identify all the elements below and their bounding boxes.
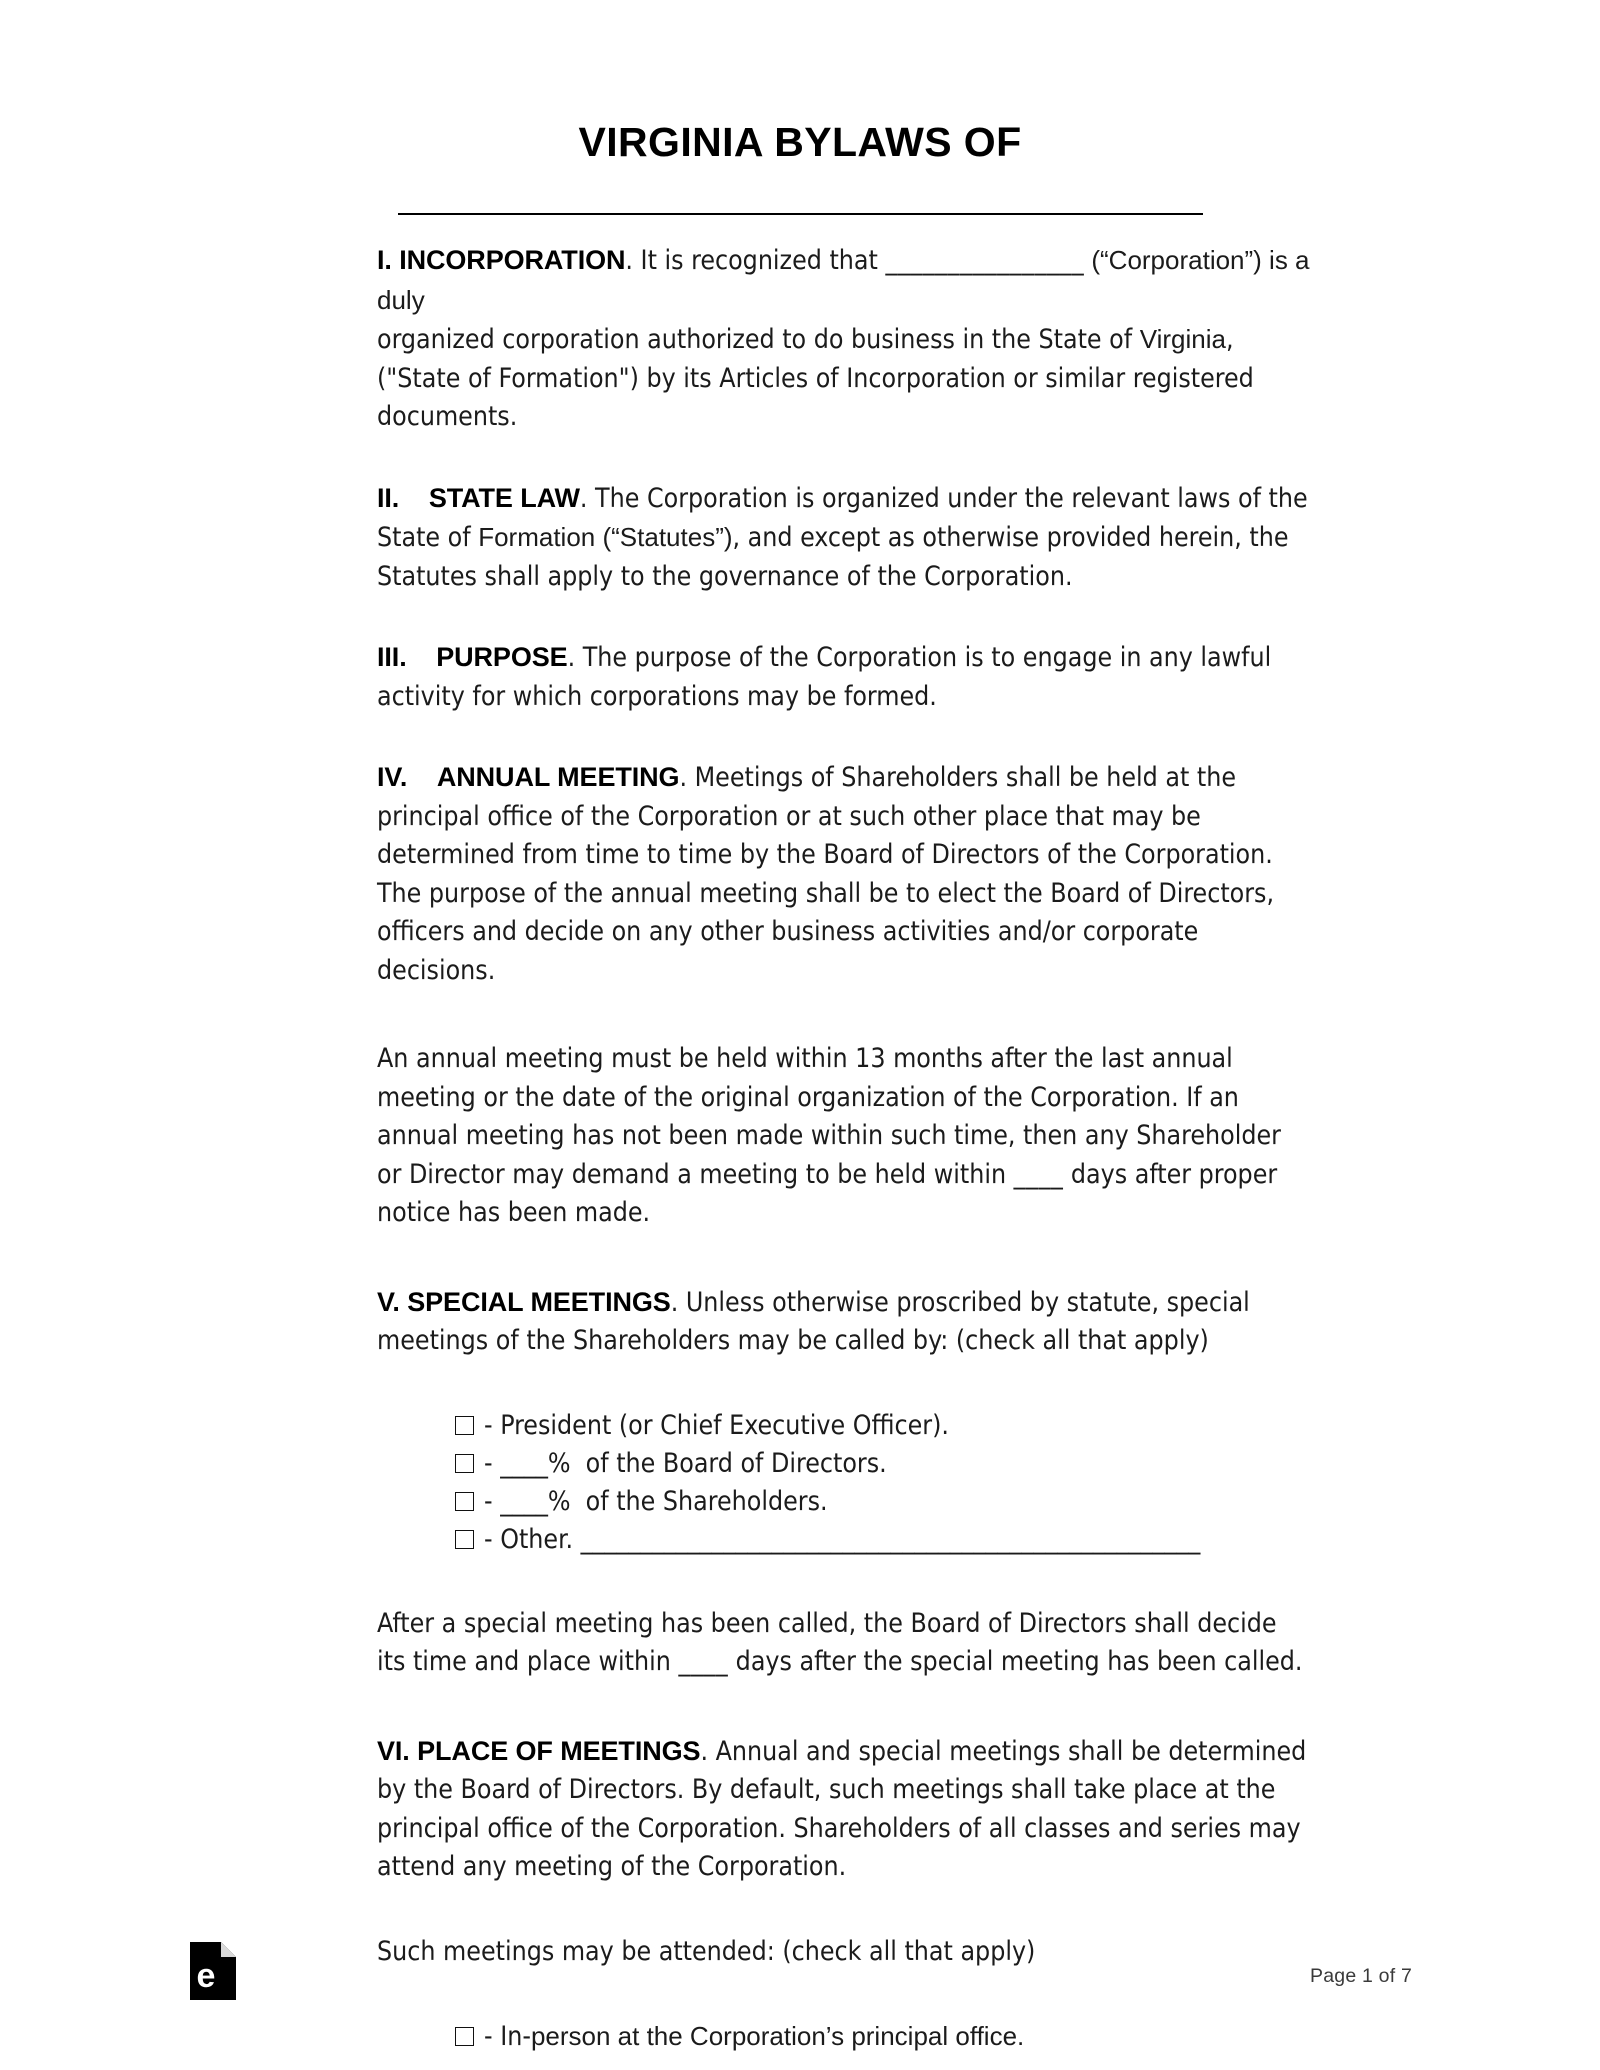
section-special-meetings-text: . Unless otherwise proscribed by statute, special meetings of the Shareholders may be called by: (check all that apply)	[377, 1286, 1250, 1357]
list-item[interactable]	[455, 1521, 1310, 1559]
option-prefix: -	[484, 1409, 501, 1441]
section-state-law-number: II.	[377, 482, 400, 513]
section-purpose-heading: PURPOSE	[436, 642, 568, 673]
option-prefix: -	[484, 1485, 501, 1517]
list-item[interactable]	[455, 1445, 1310, 1483]
option-prefix: -	[484, 2021, 501, 2053]
section-annual-meeting-heading: ANNUAL MEETING	[436, 762, 680, 793]
section-incorporation-state: Virginia	[1139, 324, 1226, 355]
list-item[interactable]	[455, 1483, 1310, 1521]
section-state-law-emphasis: Formation (“Statutes”)	[478, 522, 733, 553]
section-purpose-text: . The purpose of the Corporation is to engage in any lawful activity for which corporations may be formed.	[377, 642, 1272, 712]
section-annual-meeting-text: . Meetings of Shareholders shall be held at the principal office of the Corporation or at such other place that may be determined from time to time by the Board of Directors of the Corporation. The purpose of the annual meeting shall be to elect the Board of Directors, officers and decide on any other business activities and/or corporate decisions.	[377, 762, 1275, 986]
section-special-meetings	[377, 1283, 1310, 1361]
option-prefix: -	[484, 1523, 501, 1555]
incorporation-name-blank: ________________	[885, 245, 1085, 277]
title-block	[0, 0, 1600, 215]
option-label: President (or Chief Executive Officer).	[500, 1409, 949, 1441]
section-purpose-number: III.	[377, 642, 407, 673]
option-label-alt: person at the Corporation’s principal office.	[530, 2021, 1025, 2052]
section-incorporation-text-2: (“Corporation”) is a duly	[377, 245, 1310, 315]
section-incorporation-line-2: organized corporation authorized to do business in the State of	[377, 324, 1140, 356]
section-incorporation	[377, 241, 1310, 437]
option-label: Other. ____________________________________________________	[500, 1523, 1201, 1555]
annual-meeting-days-blank: ____	[1013, 1158, 1064, 1190]
annual-meeting-paragraph-2-b: days after proper notice has been made.	[377, 1158, 1278, 1229]
page-title: VIRGINIA BYLAWS OF	[578, 119, 1022, 165]
checkbox-icon[interactable]	[455, 1492, 474, 1511]
special-meetings-after-b: days after the special meeting has been called.	[728, 1646, 1303, 1678]
option-label-plain: In-	[500, 2021, 531, 2053]
section-annual-meeting	[377, 758, 1310, 990]
annual-meeting-paragraph-2-a: An annual meeting must be held within 13 months after the last annual meeting or the date of the original organization of the Corporation. If an annual meeting has not been made within such time, then any Shareholder or Director may demand a meeting to be held within	[377, 1043, 1281, 1190]
section-incorporation-line-3: ("State of Formation") by its Articles of Incorporation or similar registered documents.	[377, 362, 1254, 433]
option-prefix: -	[484, 1447, 501, 1479]
special-meetings-after-a: After a special meeting has been called, the Board of Directors shall decide its time and place within	[377, 1607, 1277, 1678]
special-meetings-option-list	[377, 1407, 1310, 1559]
section-state-law-heading: STATE LAW	[428, 482, 580, 513]
place-of-meetings-attend-intro: Such meetings may be attended: (check all that apply)	[377, 1935, 1036, 1967]
list-item[interactable]	[455, 1407, 1310, 1445]
document-body	[190, 241, 1410, 2056]
checkbox-icon[interactable]	[455, 1530, 474, 1549]
option-label: ____% of the Shareholders.	[500, 1485, 828, 1517]
page-footer	[0, 1900, 1600, 2070]
section-state-law-text-1: . The Corporation is organized under the relevant laws of the State of	[377, 482, 1308, 554]
section-purpose	[377, 638, 1310, 716]
section-incorporation-heading: I. INCORPORATION	[377, 245, 626, 276]
section-incorporation-line-2-end: ,	[1225, 324, 1234, 356]
special-meetings-days-blank: ____	[678, 1646, 729, 1678]
checkbox-icon[interactable]	[455, 1454, 474, 1473]
section-incorporation-text-1: . It is recognized that	[625, 245, 886, 277]
section-place-of-meetings	[377, 1732, 1310, 1887]
section-place-of-meetings-text: . Annual and special meetings shall be determined by the Board of Directors. By default, such meetings shall take place at the principal office of the Corporation. Shareholders of all classes and series may attend any meeting of the Corporation.	[377, 1735, 1307, 1883]
eforms-logo-icon	[190, 1942, 236, 2000]
page-number: Page 1 of 7	[1310, 1965, 1412, 1987]
section-state-law	[377, 479, 1310, 597]
annual-meeting-paragraph-2	[377, 1040, 1310, 1233]
section-place-of-meetings-heading: VI. PLACE OF MEETINGS	[377, 1735, 701, 1766]
checkbox-icon[interactable]	[455, 1416, 474, 1435]
svg-text:e: e	[196, 1957, 216, 1995]
section-annual-meeting-number: IV.	[377, 762, 408, 793]
title-blank-line	[398, 213, 1203, 215]
section-state-law-text-2: , and except as otherwise provided herein, the Statutes shall apply to the governance of the Corporation.	[377, 522, 1289, 592]
option-label: ____% of the Board of Directors.	[500, 1447, 887, 1479]
special-meetings-after-paragraph	[377, 1605, 1310, 1682]
section-special-meetings-heading: V. SPECIAL MEETINGS	[377, 1286, 671, 1317]
